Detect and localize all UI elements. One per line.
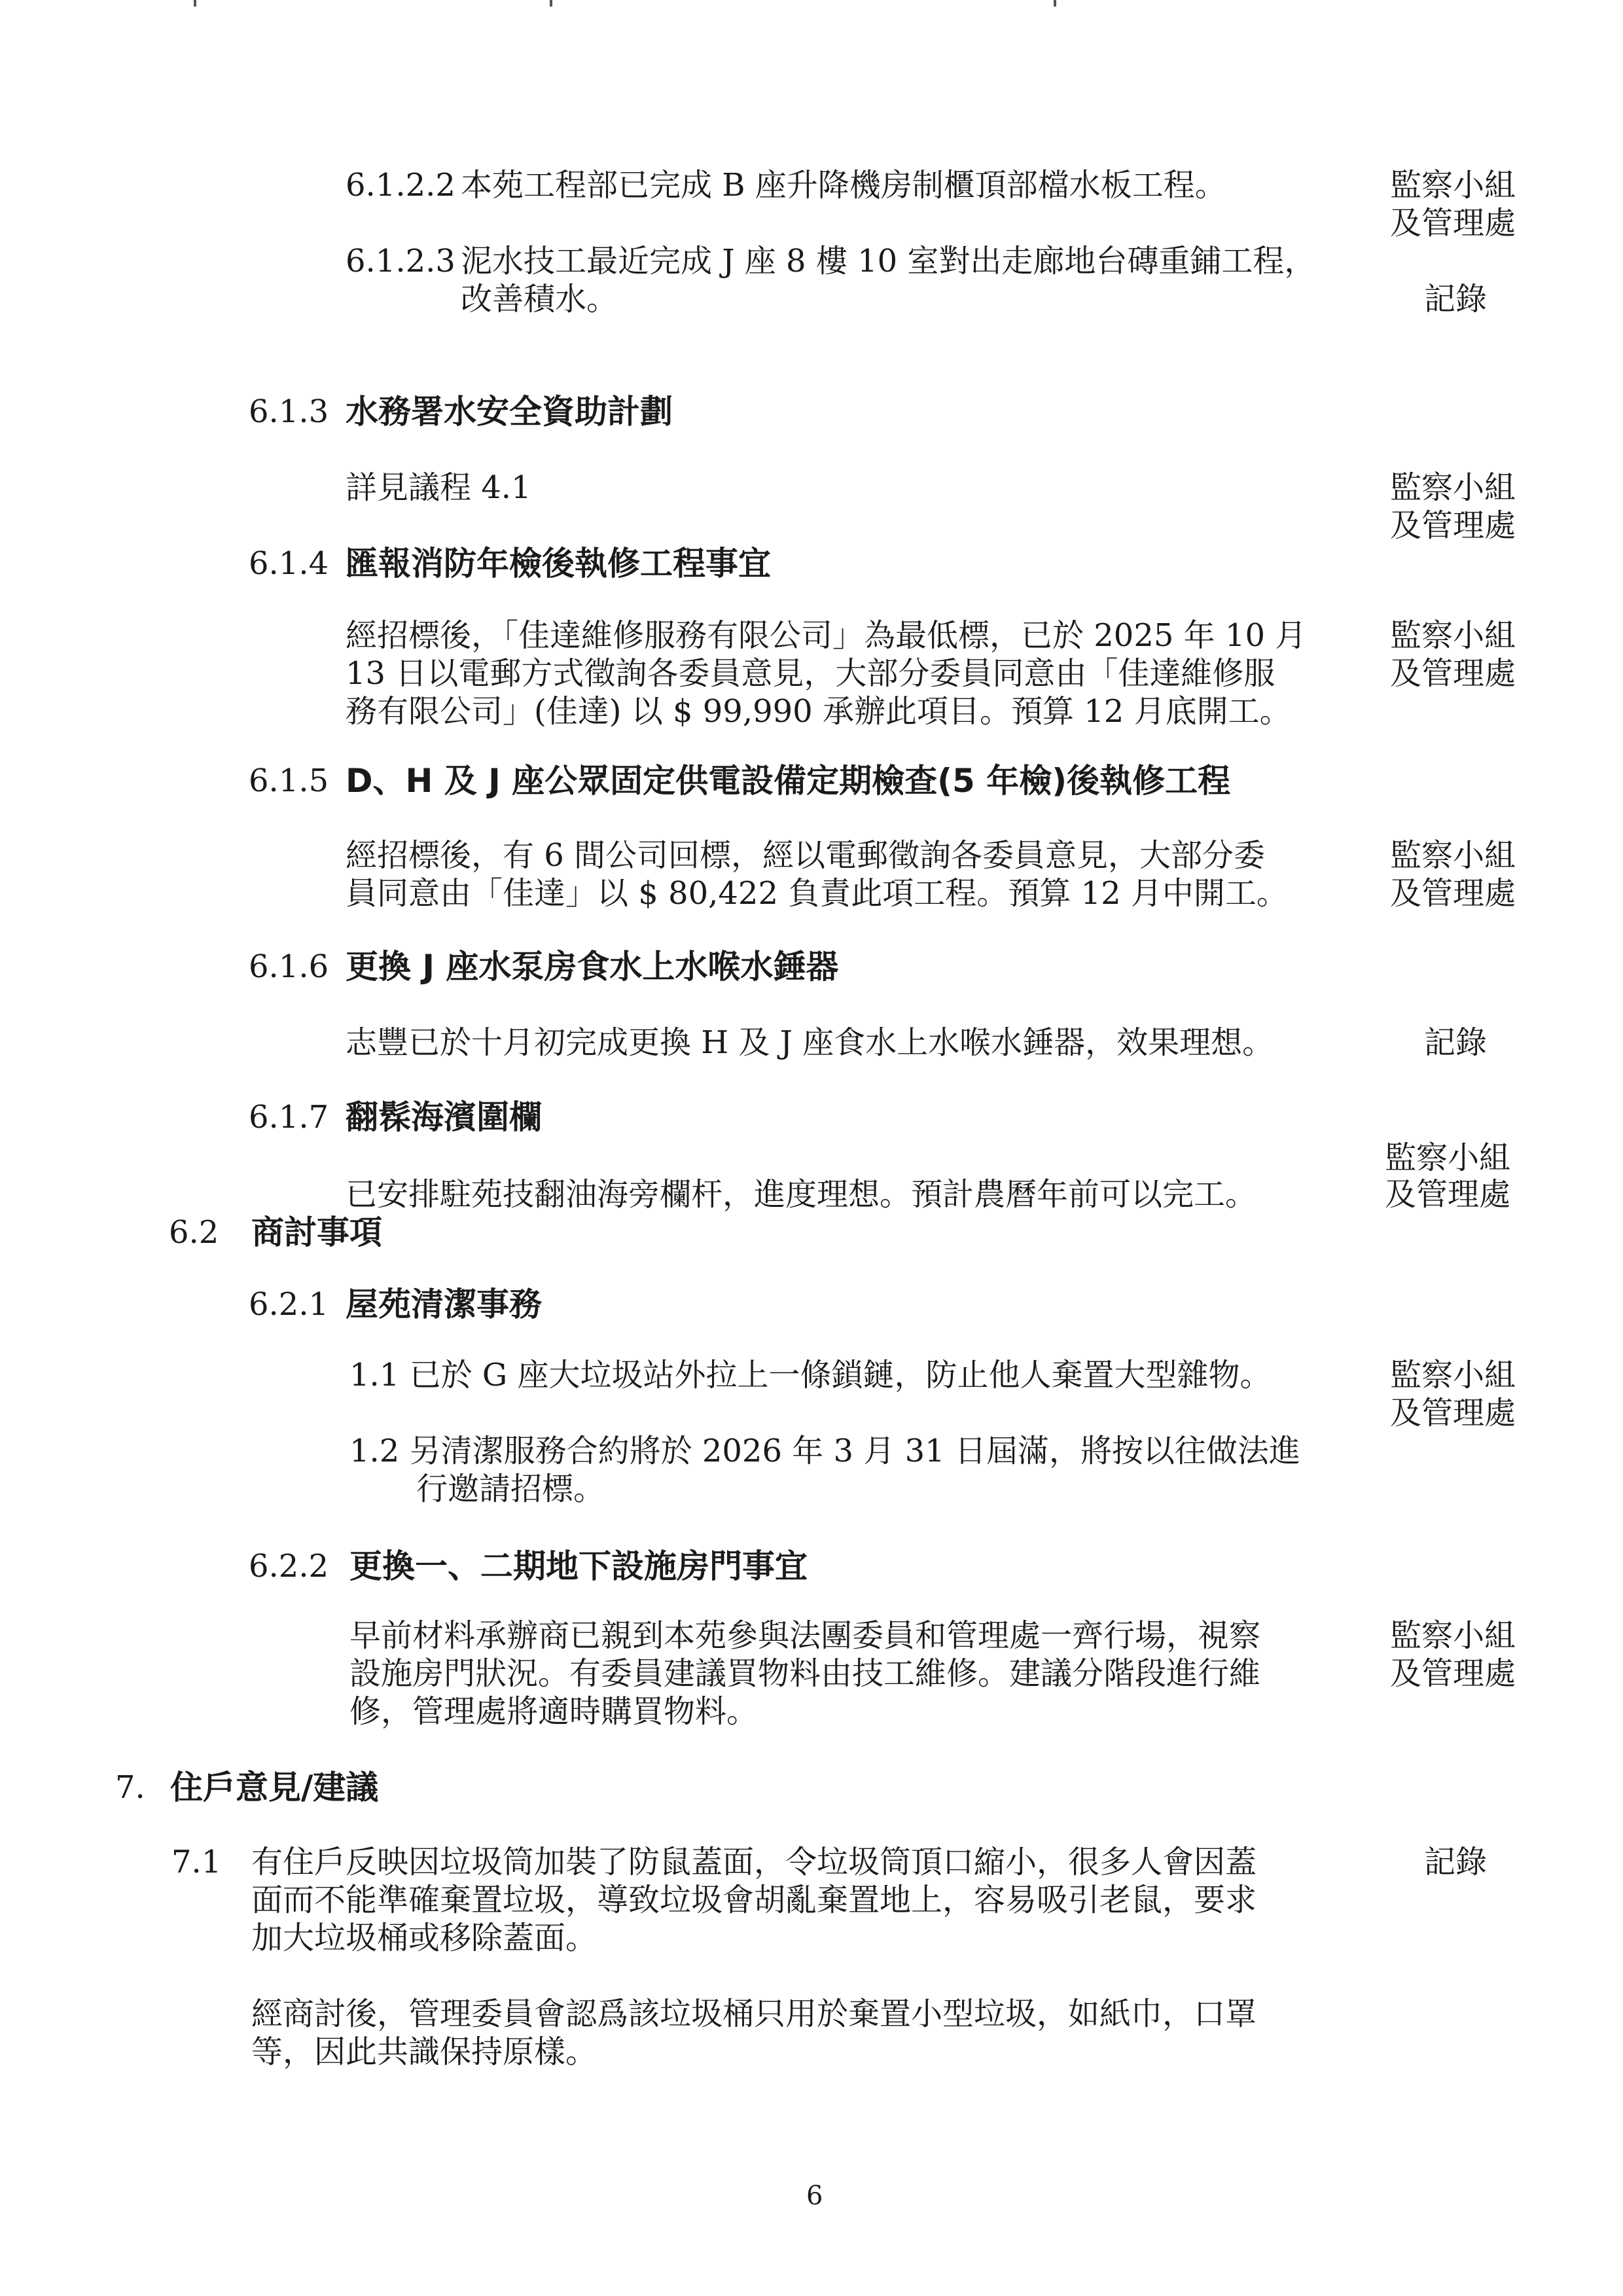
item-6-2-1-remark-line1: 監察小組 [1390, 1357, 1516, 1393]
item-7-1-resolution-line1: 經商討後，管理委員會認爲該垃圾桶只用於棄置小型垃圾，如紙巾，口罩 [251, 1996, 1257, 2032]
item-6-2-2-line3: 修，管理處將適時購買物料。 [349, 1693, 758, 1730]
scan-mark-3 [1054, 0, 1056, 7]
item-6-1-2-2-number: 6.1.2.2 [346, 167, 455, 204]
item-6-1-7-body: 已安排駐苑技翻油海旁欄杆，進度理想。預計農曆年前可以完工。 [346, 1176, 1257, 1213]
item-6-1-2-3-number: 6.1.2.3 [346, 243, 455, 279]
scan-mark-1 [194, 0, 196, 7]
item-6-1-3-title: 水務署水安全資助計劃 [346, 393, 673, 431]
item-6-2-1-point-2-line1: 1.2 另清潔服務合約將於 2026 年 3 月 31 日屆滿，將按以往做法進 [349, 1433, 1300, 1469]
item-6-1-2-2-text: 本苑工程部已完成 B 座升降機房制櫃頂部檔水板工程。 [461, 167, 1226, 204]
item-6-2-2-remark-line2: 及管理處 [1390, 1655, 1516, 1692]
item-6-1-5-line1: 經招標後，有 6 間公司回標，經以電郵徵詢各委員意見，大部分委 [346, 837, 1266, 874]
item-6-1-4-line2: 13 日以電郵方式徵詢各委員意見，大部分委員同意由「佳達維修服 [346, 655, 1275, 692]
item-6-2-2-line1: 早前材料承辦商已親到本苑參與法團委員和管理處一齊行場，視察 [349, 1617, 1261, 1654]
item-6-1-4-remark-line2: 及管理處 [1390, 655, 1516, 692]
item-6-1-4-remark-line1: 監察小組 [1390, 617, 1516, 654]
item-6-2-1-remark-line2: 及管理處 [1390, 1395, 1516, 1431]
item-6-2-2-title: 更換一、二期地下設施房門事宜 [349, 1547, 808, 1585]
item-6-1-3-body: 詳見議程 4.1 [346, 469, 531, 506]
item-7-1-remark: 記錄 [1424, 1844, 1488, 1880]
item-6-1-5-title: D、H 及 J 座公眾固定供電設備定期檢查(5 年檢)後執修工程 [346, 762, 1231, 800]
item-6-2-1-title: 屋苑清潔事務 [346, 1285, 542, 1323]
item-6-1-3-number: 6.1.3 [249, 393, 329, 430]
item-6-1-7-title: 翻髹海濱圍欄 [346, 1098, 542, 1136]
item-7-1-line3: 加大垃圾桶或移除蓋面。 [251, 1920, 597, 1956]
item-6-1-2-2-remark-line2: 及管理處 [1390, 205, 1516, 242]
item-6-1-2-2-remark-line1: 監察小組 [1390, 167, 1516, 204]
item-7-1-number: 7.1 [171, 1844, 222, 1880]
item-6-1-2-3-line2: 改善積水。 [461, 281, 618, 317]
item-6-1-2-3-remark: 記錄 [1424, 281, 1488, 317]
section-7-title: 住戶意見/建議 [170, 1768, 379, 1806]
item-6-1-4-title: 匯報消防年檢後執修工程事宜 [346, 545, 771, 583]
item-7-1-line1: 有住戶反映因垃圾筒加裝了防鼠蓋面，令垃圾筒頂口縮小，很多人會因蓋 [251, 1844, 1257, 1880]
page-number: 6 [806, 2181, 823, 2211]
item-6-1-6-title: 更換 J 座水泵房食水上水喉水錘器 [346, 948, 839, 986]
item-6-2-1-number: 6.2.1 [249, 1286, 329, 1323]
section-7-number: 7. [115, 1769, 145, 1806]
item-6-1-6-body: 志豐已於十月初完成更換 H 及 J 座食水上水喉水錘器，效果理想。 [346, 1024, 1274, 1061]
item-6-1-7-remark-line2: 及管理處 [1385, 1176, 1511, 1213]
item-6-2-2-line2: 設施房門狀況。有委員建議買物料由技工維修。建議分階段進行維 [349, 1655, 1261, 1692]
item-6-1-4-line1: 經招標後，「佳達維修服務有限公司」為最低標，已於 2025 年 10 月 [346, 617, 1307, 654]
item-6-2-title: 商討事項 [251, 1213, 382, 1251]
item-6-1-6-number: 6.1.6 [249, 948, 329, 985]
item-6-1-7-remark-line1: 監察小組 [1385, 1139, 1511, 1176]
item-6-1-7-number: 6.1.7 [249, 1099, 329, 1136]
item-6-2-number: 6.2 [169, 1214, 219, 1251]
item-6-1-5-line2: 員同意由「佳達」以 $ 80,422 負責此項工程。預算 12 月中開工。 [346, 875, 1288, 912]
item-7-1-line2: 面而不能準確棄置垃圾，導致垃圾會胡亂棄置地上，容易吸引老鼠，要求 [251, 1882, 1257, 1918]
item-7-1-resolution-line2: 等，因此共識保持原樣。 [251, 2034, 597, 2070]
item-6-1-3-remark-line2: 及管理處 [1390, 507, 1516, 544]
item-6-1-5-remark-line1: 監察小組 [1390, 837, 1516, 874]
item-6-1-4-number: 6.1.4 [249, 545, 329, 582]
item-6-1-5-remark-line2: 及管理處 [1390, 875, 1516, 912]
item-6-2-1-point-1: 1.1 已於 G 座大垃圾站外拉上一條鎖鏈，防止他人棄置大型雜物。 [349, 1357, 1272, 1393]
item-6-1-3-remark-line1: 監察小組 [1390, 469, 1516, 506]
item-6-2-2-number: 6.2.2 [249, 1548, 329, 1585]
item-6-1-2-3-line1: 泥水技工最近完成 J 座 8 樓 10 室對出走廊地台磚重鋪工程， [461, 243, 1316, 279]
scan-mark-2 [550, 0, 552, 7]
item-6-1-4-line3: 務有限公司」(佳達) 以 $ 99,990 承辦此項目。預算 12 月底開工。 [346, 693, 1291, 730]
item-6-1-5-number: 6.1.5 [249, 762, 329, 799]
item-6-2-1-point-2-line2: 行邀請招標。 [416, 1471, 605, 1507]
item-6-1-6-remark: 記錄 [1424, 1024, 1488, 1061]
item-6-2-2-remark-line1: 監察小組 [1390, 1617, 1516, 1654]
